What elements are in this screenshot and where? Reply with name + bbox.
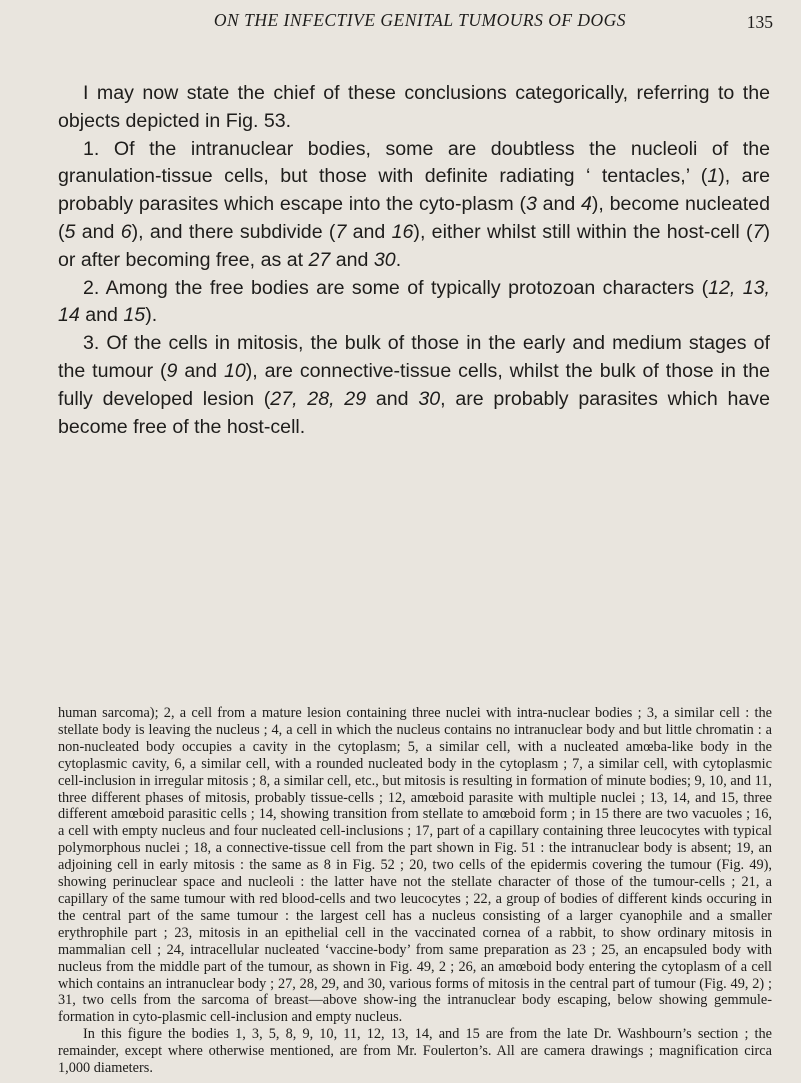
conclusion-1: 1. Of the intranuclear bodies, some are doubtless the nucleoli of the granulation-tissue cells, but those with definite radiating ‘ tentacles,’ (1), are probably parasites which escape into the cyto-plasm (3 and 4), become nucleated (5 and 6), and there subdivide (7 and 16), either whilst still within the host-cell (7) or after becoming free, as at 27 and 30. — [58, 137, 770, 271]
figure-ref: 15 — [123, 304, 146, 327]
figure-ref: 7 — [752, 220, 764, 243]
intro-paragraph: I may now state the chief of these conclusions categorically, referring to the objects depicted in Fig. 53. — [58, 82, 770, 132]
running-head: ON THE INFECTIVE GENITAL TUMOURS OF DOGS — [213, 10, 627, 30]
figure-ref: 30 — [373, 248, 396, 271]
conclusion-2: 2. Among the free bodies are some of typically protozoan characters (12, 13, 14 and 15). — [58, 276, 771, 327]
figure-ref: 30 — [418, 387, 441, 410]
figure-ref: 9 — [166, 359, 178, 382]
legend-paragraph: human sarcoma); 2, a cell from a mature lesion containing three nuclei with intra-nuclear bodies ; 3, a similar cell : the stellate body is leaving the nucleus ; 4, a cell in which the nucleus contains no intranuclear body and but little chromatin : a non-nucleated body occupies a cavity in the cytoplasm; 5, a similar cell, with a nucleated amœba-like body in the cytoplasmic cavity, 6, a similar cell, with a rounded nucleated body in the cytoplasm ; 7, a similar cell, with cytoplasmic cell-inclusion in irregular mitosis ; 8, a similar cell, etc., but mitosis is resulting in formation of minute bodies; 9, 10, and 11, three different phases of mitosis, probably tissue-cells ; 12, amœboid parasite with multiple nuclei ; 13, 14, and 15, three different amœboid parasitic cells ; 14, showing transition from stellate to amœboid form ; in 15 there are two vacuoles ; 16, a cell with empty nucleus and four nucleated cell-inclusions ; 17, part of a capillary containing three leucocytes with typical polymorphous nuclei ; 18, a connective-tissue cell from the part shown in Fig. 51 : the intranuclear body is absent; 19, an adjoining cell in early mitosis : the same as 8 in Fig. 52 ; 20, two cells of the epidermis covering the tumour (Fig. 49), showing perinuclear space and nucleoli : the latter have not the stellate character of those of the tumour-cells ; 21, a capillary of the same tumour with red blood-cells and two leucocytes ; 22, a group of bodies of different kinds occuring in the central part of the same tumour : the largest cell has a nucleus consisting of a larger cyanophile and a smaller erythrophile part ; 23, mitosis in an epithelial cell in the vaccinated cornea of a rabbit, to show ordinary mitosis in mammalian cell ; 24, intracellular nucleated ‘vaccine-body’ from same preparation as 23 ; 25, an encapsuled body with nucleus from the middle part of the tumour, as shown in Fig. 49, 2 ; 26, an amœboid body entering the cytoplasm of a cell which contains an intranuclear body ; 27, 28, 29, and 30, various forms of mitosis in the central part of tumour (Fig. 49, 2) ; 31, two cells from the sarcoma of breast—above show-ing the intranuclear body escaping, below showing gemmule-formation in cyto-plasmic cell-inclusion and empty nucleus. — [58, 705, 772, 1026]
figure-ref: 12, 13, 14 — [58, 276, 771, 327]
figure-ref: 5 — [64, 220, 76, 243]
figure-ref: 27, 28, 29 — [270, 387, 367, 410]
figure-ref: 1 — [707, 165, 719, 188]
page-number: 135 — [746, 12, 773, 32]
figure-ref: 7 — [335, 220, 347, 243]
figure-ref: 6 — [120, 220, 132, 243]
figure-ref: 27 — [308, 248, 331, 271]
figure-ref: 4 — [581, 193, 592, 216]
legend-credits: In this figure the bodies 1, 3, 5, 8, 9, 10, 11, 12, 13, 14, and 15 are from the late Dr. Washbourn’s section ; the remainder, except where otherwise mentioned, are from Mr. Foulerton’s. All are camera drawings ; magnification circa 1,000 diameters. — [58, 1026, 772, 1077]
figure-ref: 3 — [525, 193, 537, 216]
figure-ref: 16 — [391, 220, 414, 243]
conclusion-3: 3. Of the cells in mitosis, the bulk of those in the early and medium stages of the tumour (9 and 10), are connective-tissue cells, whilst the bulk of those in the fully developed lesion (27, 28, 29 and 30, are probably parasites which have become free of the host-cell. — [58, 332, 770, 438]
figure-legend — [58, 705, 772, 1077]
conclusions-section — [58, 80, 770, 441]
figure-ref: 10 — [223, 359, 246, 382]
